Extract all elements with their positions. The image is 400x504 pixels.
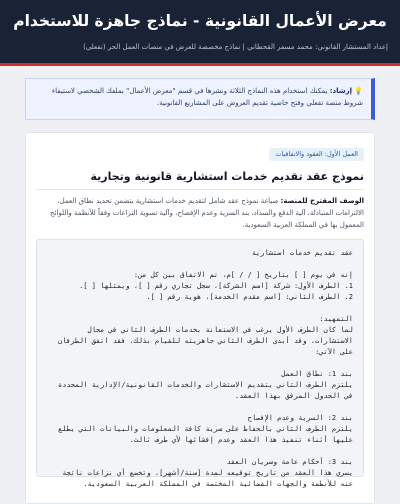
- card-title: نموذج عقد تقديم خدمات استشارية قانونية وتجارية: [36, 169, 364, 190]
- contract-document[interactable]: عقد تقديم خدمات استشارية إنه في يوم [ ] بتاريخ [ / / ]م، تم الاتفاق بين كل من: 1. الطرف الأول: شركة [اسم الشركة]، سجل تجاري رقم [ ]، ويمثلها [ ]. 2. الطرف الثاني: [اسم مقدم الخدمة]، هوية رقم [ ]. التمهيد: لما كان الطرف الأول يرغب في الاستعانة بخدمات الطرف الثاني في مجال الاستشارات، وقد أبدى الطرف الثاني جاهزيته للقيام بذلك، فقد اتفق الطرفان على الآتي: بند 1: نطاق العمل يلتزم الطرف الثاني بتقديم الاستشارات والخدمات القانونية/الإدارية المحددة في الجدول المرفق بهذا العقد. بند 2: السرية وعدم الإفصاح يلتزم الطرف الثاني بالحفاظ على سرية كافة المعلومات والبيانات التي يطلع عليها أثناء تنفيذ هذا العقد وعدم إفشائها لأي طرف ثالث. بند 3: أحكام عامة وسريان العقد يسري هذا العقد من تاريخ توقيعه لمدة [سنة/أشهر]، وتخضع أي نزاعات ناتجة عنه للأنظمة والجهات القضائية المختصة في المملكة العربية السعودية.: [36, 239, 364, 477]
- page-subtitle: إعداد المستشار القانوني: محمد مسفر القحطاني | نماذج مخصصة للعرض في منصات العمل الحر (تفعلي): [83, 43, 388, 51]
- description-text: صياغة نموذج عقد شامل لتقديم خدمات استشارية يتضمن تحديد نطاق العمل، الالتزامات المتبادلة، آلية الدفع والسداد، بند السرية وعدم الإفصاح، وآلية تسوية النزاعات وفقاً للأنظمة واللوائح المعمول بها في المملكة العربية السعودية.: [49, 197, 364, 229]
- page-header: [0, 0, 400, 66]
- notice-text: يمكنك استخدام هذه النماذج الثلاثة ونشرها في قسم "معرض الأعمال" بملفك الشخصي لاستيفاء شروط منصة تفعلي وفتح خاصية تقديم العروض على المشاريع القانونية.: [51, 87, 363, 107]
- page-title: معرض الأعمال القانونية - نماذج جاهزة للاستخدام: [13, 12, 387, 30]
- description-label: الوصف المقترح للمنصة:: [280, 197, 364, 205]
- guidance-notice: [25, 78, 375, 120]
- portfolio-card: [25, 132, 375, 504]
- notice-label: إرشاد:: [329, 87, 353, 95]
- category-badge: العمل الأول: العقود والاتفاقيات: [269, 148, 364, 161]
- lightbulb-icon: 💡: [354, 87, 363, 95]
- card-description: [36, 195, 364, 231]
